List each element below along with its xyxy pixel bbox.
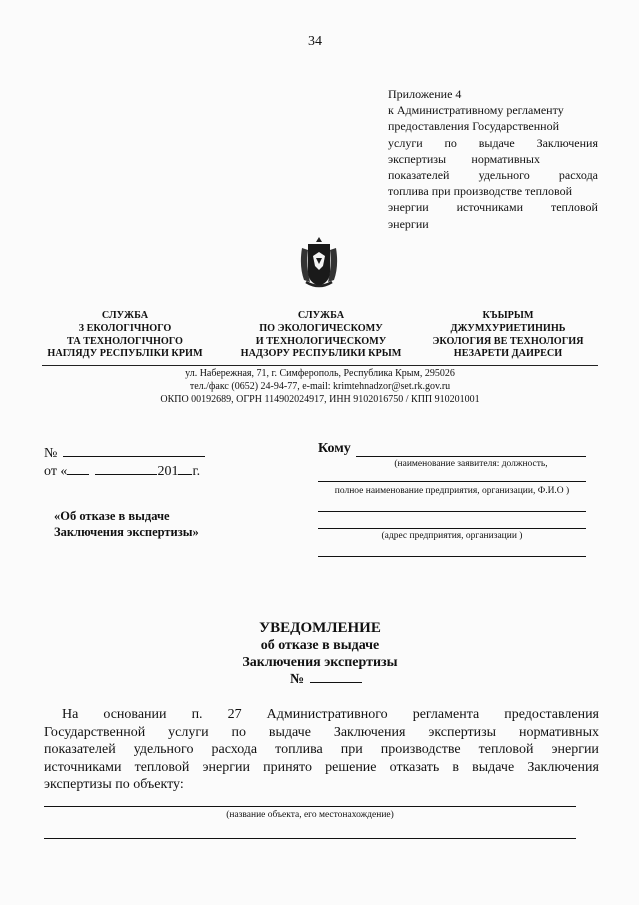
subject-line: «Об отказе в выдаче [54, 509, 170, 523]
word: предоставления [504, 707, 599, 722]
word: топлива [275, 742, 323, 758]
org-ua-line: СЛУЖБА [101, 310, 149, 321]
appendix-note [388, 86, 598, 232]
word: 27 [227, 707, 242, 722]
org-crh-line: НЕЗАРЕТИ ДАИРЕСИ [453, 348, 563, 360]
appendix-line: Приложение 4 [388, 87, 462, 101]
subject-line: Заключения экспертизы» [54, 525, 199, 539]
word: экспертизы [388, 151, 447, 166]
outgoing-date [44, 464, 200, 480]
org-ru-line: ПО ЭКОЛОГИЧЕСКОМУ [259, 322, 383, 334]
date-month-field [95, 474, 157, 475]
word: источниками [44, 759, 122, 775]
org-crh-line: КЪЫРЫМ [482, 310, 534, 321]
appendix-line [388, 151, 540, 167]
org-ua-line: ТА ТЕХНОЛОГІЧНОГО [67, 335, 183, 347]
body-line [44, 759, 599, 777]
org-name-crimean-tatar [418, 310, 598, 361]
appendix-line: предоставления Государственной [388, 119, 560, 134]
appendix-line: топлива при производстве тепловой [388, 184, 573, 199]
appendix-line [388, 135, 598, 151]
word: по [231, 724, 246, 740]
crimea-emblem-icon [296, 236, 342, 290]
word: по [444, 135, 457, 150]
word: принято [263, 759, 312, 775]
word: показателей [388, 168, 450, 183]
word: отказать [389, 759, 440, 775]
outgoing-number [44, 446, 205, 462]
address-line: ул. Набережная, 71, г. Симферополь, Республика Крым, 295026 [185, 368, 455, 379]
letter-subject [54, 508, 199, 540]
word: тепловой [550, 200, 598, 215]
word: выдаче [478, 135, 515, 150]
org-name-russian [236, 310, 406, 361]
word: удельного [478, 168, 530, 183]
date-year-suffix: г. [192, 464, 201, 479]
word: энергии [202, 759, 250, 775]
word: выдаче [268, 724, 311, 740]
word: при [340, 742, 363, 758]
word: удельного [133, 742, 194, 758]
recipient-hint: полное наименование предприятия, организации, Ф.И.О ) [334, 486, 570, 496]
notice-number-field [310, 682, 362, 683]
word: энергии [388, 200, 429, 215]
recipient-line [318, 556, 586, 557]
org-ru-line: СЛУЖБА [297, 310, 345, 321]
notice-subtitle: Заключения экспертизы [242, 655, 398, 670]
org-ru-line: И ТЕХНОЛОГИЧЕСКОМУ [255, 335, 387, 347]
date-year-prefix: 201 [157, 464, 179, 479]
org-crh-line: ЭКОЛОГИЯ ВЕ ТЕХНОЛОГИЯ [432, 335, 584, 347]
body-line [44, 741, 599, 759]
date-prefix: от « [44, 464, 68, 479]
org-name-ukrainian [40, 310, 210, 361]
word: источниками [456, 200, 524, 215]
word: решение [325, 759, 377, 775]
notice-body [44, 706, 599, 794]
page-number: 34 [308, 34, 322, 49]
org-ru-line: НАДЗОРУ РЕСПУБЛИКИ КРЫМ [240, 348, 402, 360]
word: показателей [44, 742, 116, 758]
codes-line: ОКПО 00192689, ОГРН 114902024917, ИНН 9102016750 / КПП 910201001 [160, 394, 480, 405]
notice-subtitle: об отказе в выдаче [260, 638, 380, 653]
notice-number [290, 672, 362, 688]
recipient-label: Кому [318, 441, 351, 456]
word: нормативных [471, 151, 540, 166]
recipient-line [318, 511, 586, 512]
recipient-hint: (адрес предприятия, организации ) [381, 531, 523, 541]
recipient-line [356, 456, 586, 457]
word: тепловой [134, 759, 190, 775]
body-line [44, 706, 599, 724]
object-hint: (название объекта, его местонахождение) [226, 810, 394, 820]
word: в [452, 759, 460, 775]
word: расхода [558, 168, 598, 183]
word: нормативных [518, 724, 599, 740]
word: Административного [266, 707, 388, 722]
appendix-line [388, 199, 598, 215]
number-label: № [44, 446, 58, 461]
number-field [63, 456, 205, 457]
appendix-line: энергии [388, 216, 429, 231]
word: основании [103, 707, 167, 722]
recipient-line [318, 528, 586, 529]
object-line [44, 806, 576, 807]
word: производстве [380, 742, 461, 758]
word: Заключения [333, 724, 406, 740]
word: регламента [412, 707, 480, 722]
header-divider [42, 365, 598, 366]
word: тепловой [478, 742, 534, 758]
word: услуги [168, 724, 209, 740]
word: Заключения [527, 759, 599, 775]
word: экспертизы [428, 724, 497, 740]
word: услуги [388, 135, 423, 150]
appendix-line [388, 167, 598, 183]
date-day-field [67, 474, 89, 475]
word: На [62, 707, 79, 722]
recipient-hint: (наименование заявителя: должность, [394, 459, 548, 469]
appendix-line: к Административному регламенту [388, 103, 564, 118]
date-year-field [178, 474, 192, 475]
notice-number-label: № [290, 672, 305, 687]
word: Государственной [44, 724, 146, 740]
word: расхода [211, 742, 258, 758]
org-ua-line: НАГЛЯДУ РЕСПУБЛІКИ КРИМ [47, 348, 203, 360]
recipient-line [318, 481, 586, 482]
object-line [44, 838, 576, 839]
notice-title: УВЕДОМЛЕНИЕ [259, 620, 381, 636]
word: Заключения [536, 135, 598, 150]
body-line [44, 724, 599, 742]
body-line: экспертизы по объекту: [44, 777, 184, 793]
contact-line: тел./факс (0652) 24-94-77, e-mail: krimtehnadzor@set.rk.gov.ru [189, 381, 451, 392]
org-crh-line: ДЖУМХУРИЕТИНИНЬ [450, 322, 566, 334]
org-ua-line: З ЕКОЛОГІЧНОГО [78, 322, 172, 334]
word: выдаче [472, 759, 515, 775]
word: энергии [551, 742, 599, 758]
word: п. [191, 707, 203, 722]
